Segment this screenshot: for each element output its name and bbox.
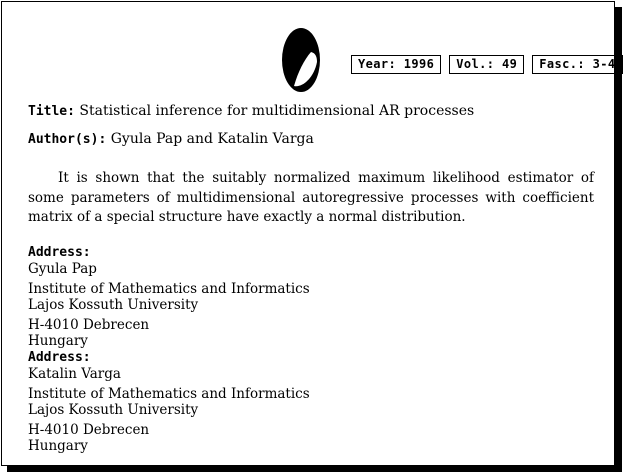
title-label: Title: [28, 104, 75, 119]
address-name: Katalin Varga [28, 366, 121, 382]
fascicle-badge: Fasc.: 3-4 [532, 55, 622, 74]
frame-shadow-right [615, 7, 622, 472]
address-country: Hungary [28, 333, 88, 349]
address-city: H-4010 Debrecen [28, 422, 150, 438]
address-label: Address: [28, 245, 91, 260]
address-country: Hungary [28, 438, 88, 454]
address-institute: Institute of Mathematics and Informatics [28, 386, 310, 402]
address-block-2 [28, 350, 310, 454]
paper-title [28, 102, 474, 121]
document-frame [1, 1, 615, 466]
address-city: H-4010 Debrecen [28, 317, 150, 333]
address-university: Lajos Kossuth University [28, 297, 199, 313]
volume-badge: Vol.: 49 [449, 55, 524, 74]
year-badge: Year: 1996 [351, 55, 441, 74]
address-university: Lajos Kossuth University [28, 402, 199, 418]
title-text: Statistical inference for multidimensional AR processes [79, 103, 475, 119]
abstract-text: It is shown that the suitably normalized maximum likelihood estimator of some parameters of multidimensional autoregressive processes with coefficient matrix of a special structure have exactly a normal distribution. [28, 170, 594, 225]
address-label: Address: [28, 350, 91, 365]
issue-info [351, 55, 623, 74]
address-block-1 [28, 245, 310, 349]
paper-authors [28, 130, 314, 149]
frame-shadow-bottom [7, 465, 622, 472]
address-name: Gyula Pap [28, 261, 97, 277]
authors-label: Author(s): [28, 132, 107, 147]
address-institute: Institute of Mathematics and Informatics [28, 281, 310, 297]
journal-logo-icon [280, 26, 322, 94]
authors-text: Gyula Pap and Katalin Varga [110, 131, 314, 147]
